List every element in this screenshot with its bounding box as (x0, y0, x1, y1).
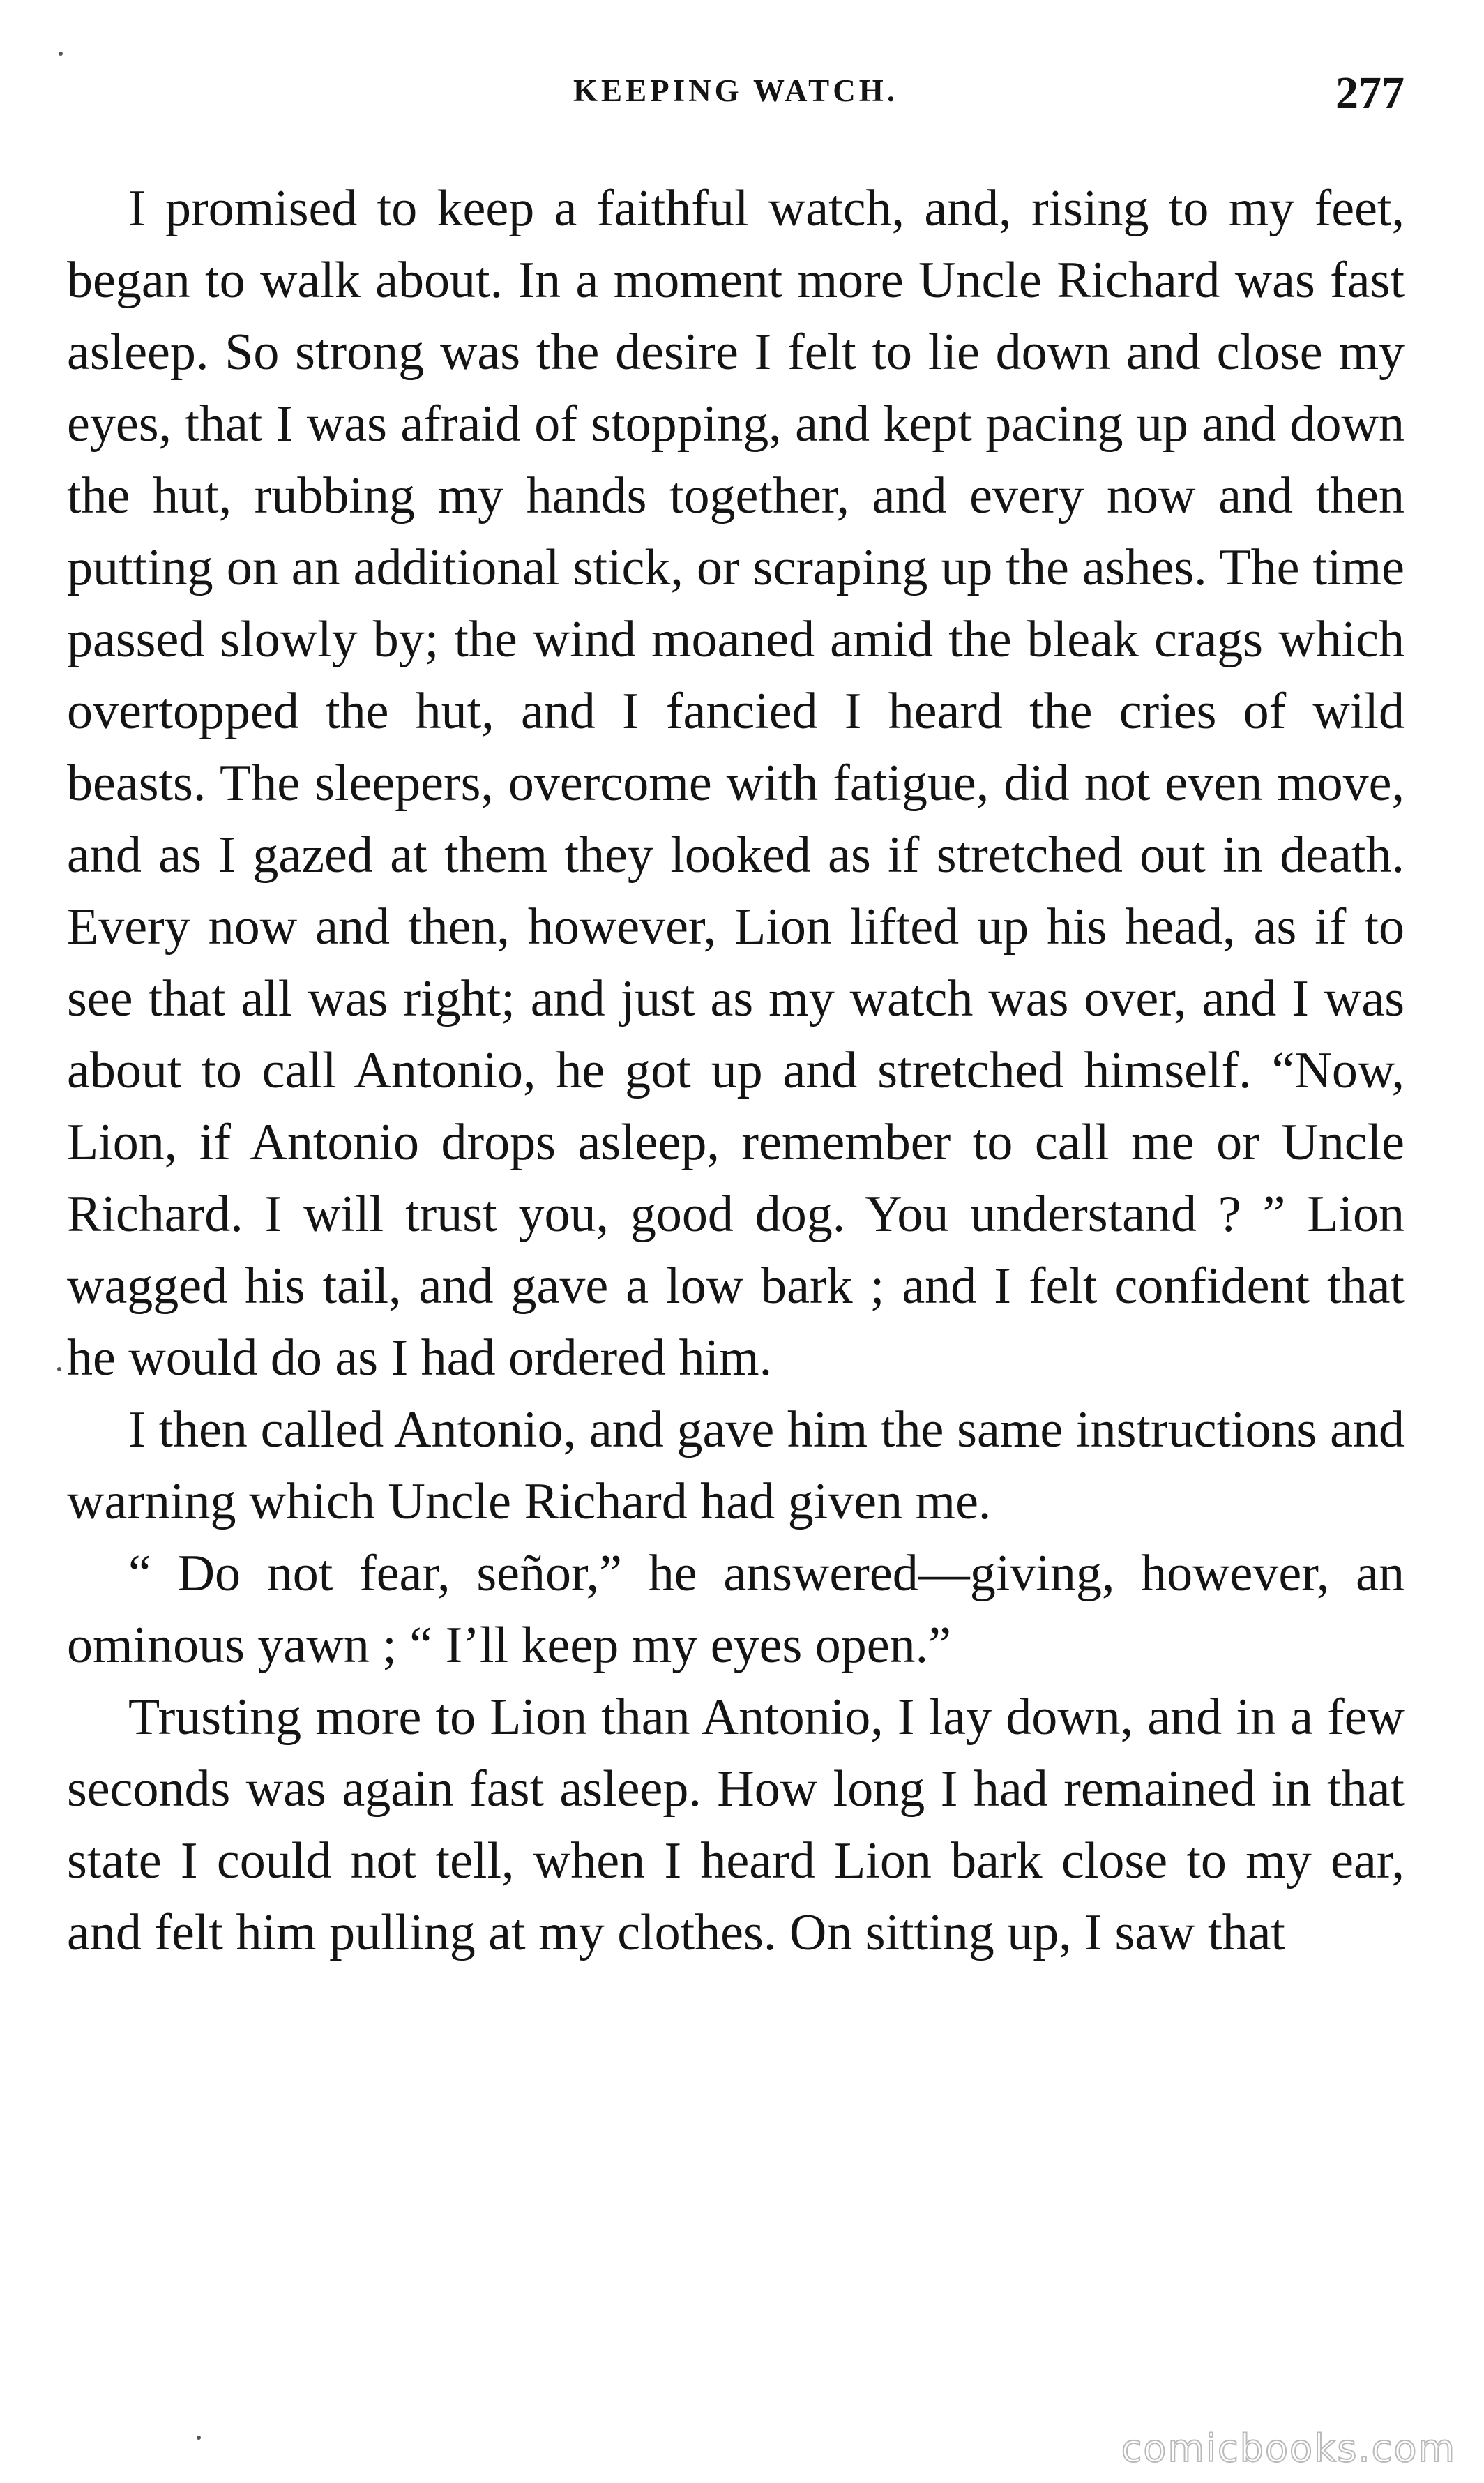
watermark: comicbooks.com (1121, 2427, 1456, 2470)
paragraph-2: I then called Antonio, and gave him the same instructions and warning which Uncle Richard had given me. (67, 1401, 1404, 1530)
paragraph-1: I promised to keep a faithful watch, and, rising to my feet, began to walk about. In a moment more Uncle Richard was fast asleep. So strong was the desire I felt to lie down and close my eyes, that I was afraid of stopping, and kept pacing up and down the hut, rubbing my hands together, and every now and then putting on an additional stick, or scraping up the ashes. The time passed slowly by; the wind moaned amid the bleak crags which overtopped the hut, and I fancied I heard the cries of wild beasts. The sleepers, overcome with fatigue, did not even move, and as I gazed at them they looked as if stretched out in death. Every now and then, however, Lion lifted up his head, as if to see that all was right; and just as my watch was over, and I was about to call Antonio, he got up and stretched himself. “Now, Lion, if Antonio drops asleep, remember to call me or Uncle Richard. I will trust you, good dog. You understand ? ” Lion wagged his tail, and gave a low bark ; and I felt confident that he would do as I had ordered him. (67, 180, 1404, 1387)
ink-speck (197, 2436, 201, 2440)
chapter-title: KEEPING WATCH. (573, 73, 898, 108)
ink-speck (59, 52, 63, 56)
paragraph-4: Trusting more to Lion than Antonio, I lay down, and in a few seconds was again fast asleep. How long I had remained in that state I could not tell, when I heard Lion bark close to my ear, and felt him pulling at my clothes. On sitting up, I saw that (67, 1689, 1404, 1961)
paragraph-3: “ Do not fear, señor,” he answered—giving, however, an ominous yawn ; “ I’ll keep my eyes open.” (67, 1545, 1404, 1674)
ink-speck (57, 1367, 61, 1371)
running-head (67, 67, 1404, 123)
body-text (67, 173, 1404, 1969)
page-number: 277 (1335, 68, 1404, 119)
